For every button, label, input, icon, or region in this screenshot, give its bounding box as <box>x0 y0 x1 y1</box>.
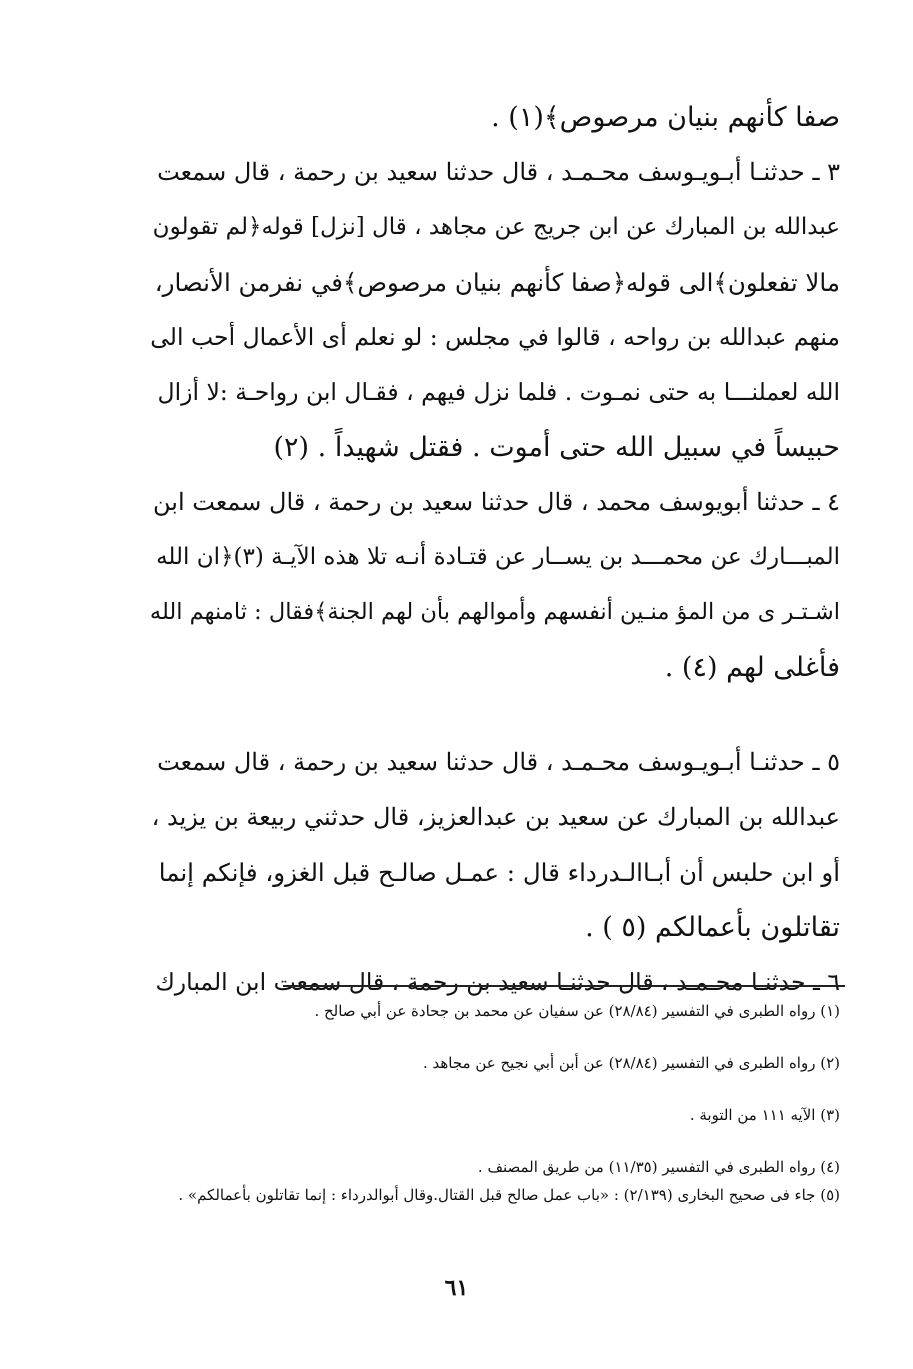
text-line: ٥ ـ حدثنـا أبـويـوسف محـمـد ، قال حدثنا سعيد بن رحمة ، قال سمعت <box>157 748 840 776</box>
text-line: ٣ ـ حدثنـا أبـويـوسف محـمـد ، قال حدثنا سعيد بن رحمة ، قال سمعت <box>157 158 840 186</box>
footnote-4: (٤) رواه الطبرى في التفسير (١١/٣٥) من طريق المصنف . <box>477 1158 840 1176</box>
text-line: أو ابن حلبس أن أبـاالـدرداء قال : عمـل صالـح قبل الغزو، فإنكم إنما <box>158 858 840 887</box>
footnote-5: (٥) جاء فى صحيح البخارى (٢/١٣٩) : «باب عمل صالح قبل القتال.وقال أبوالدرداء : إنما تقاتلون بأعمالكم» . <box>178 1186 840 1204</box>
text-line: ٦ ـ حدثنـا محـمـد ، قال حدثنـا سعيد بن رحمة ، قال سمعت ابن المبارك <box>155 968 840 996</box>
text-line: حبيساً في سبيل الله حتى أموت . فقتل شهيداً . (٢) <box>273 432 840 463</box>
text-line: عبدالله بن المبارك عن ابن جريج عن مجاهد ، قال [نزل] قوله﴿لم تقولون <box>152 214 840 240</box>
footnote-separator <box>283 985 845 987</box>
text-line: منهم عبدالله بن رواحه ، قالوا في مجلس : لو نعلم أى الأعمال أحب الى <box>150 323 840 351</box>
text-line: مالا تفعلون﴾الى قوله﴿صفا كأنهم بنيان مرصوص﴾في نفرمن الأنصار، <box>154 268 840 297</box>
footnote-3: (٣) الآيه ١١١ من التوبة . <box>689 1106 840 1124</box>
page-number: ٦١ <box>444 1275 469 1301</box>
text-line: عبدالله بن المبارك عن سعيد بن عبدالعزيز، قال حدثني ربيعة بن يزيد ، <box>151 803 840 831</box>
text-line: ٤ ـ حدثنا أبويوسف محمد ، قال حدثنا سعيد بن رحمة ، قال سمعت ابن <box>153 488 840 516</box>
text-line: الله لعملنـــا به حتى نمـوت . فلما نزل فيهم ، فقـال ابن رواحـة :لا أزال <box>157 378 840 406</box>
text-line: فأغلى لهم (٤) . <box>664 652 840 683</box>
footnote-2: (٢) رواه الطبرى في التفسير (٢٨/٨٤) عن أبن أبي نجيح عن مجاهد . <box>422 1054 840 1072</box>
footnote-1: (١) رواه الطبرى في التفسير (٢٨/٨٤) عن سفيان عن محمد بن جحادة عن أبي صالح . <box>314 1002 840 1020</box>
text-line: اشـتـر ى من المؤ منـين أنفسهم وأموالهم بأن لهم الجنة﴾فقال : ثامنهم الله <box>150 599 840 625</box>
paragraph-gap <box>150 695 840 735</box>
text-line: تقاتلون بأعمالكم (٥ ) . <box>585 912 840 943</box>
main-text <box>150 90 840 1010</box>
text-line: صفا كأنهم بنيان مرصوص﴾(١) . <box>491 102 840 133</box>
text-line: المبـــارك عن محمـــد بن يســار عن قتـادة أنـه تلا هذه الآيـة (٣)﴿ان الله <box>156 544 840 570</box>
